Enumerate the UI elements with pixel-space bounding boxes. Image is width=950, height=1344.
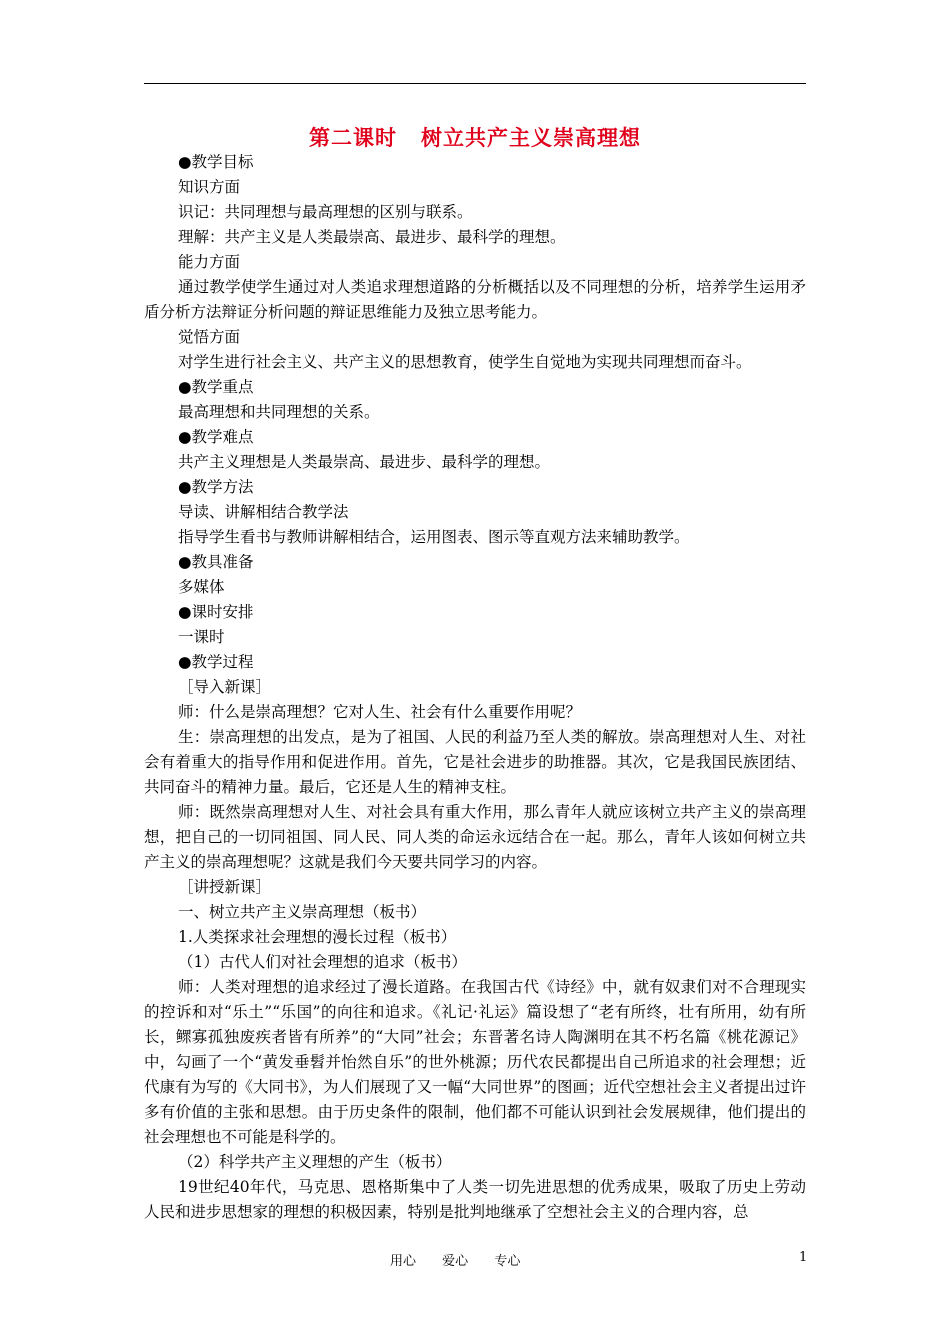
paragraph: ●教学重点 (178, 378, 254, 396)
paragraph: 识记：共同理想与最高理想的区别与联系。 (178, 203, 473, 221)
paragraph: 指导学生看书与教师讲解相结合，运用图表、图示等直观方法来辅助教学。 (178, 528, 690, 546)
title-part2: 树立共产主义崇高理想 (421, 125, 641, 150)
paragraph: 共产主义理想是人类最崇高、最进步、最科学的理想。 (178, 453, 551, 471)
footer-word: 爱心 (442, 1254, 469, 1269)
document-body (144, 150, 806, 1225)
footer-word: 用心 (390, 1254, 417, 1269)
paragraph: （2）科学共产主义理想的产生（板书） (178, 1153, 452, 1171)
paragraph: 1.人类探求社会理想的漫长过程（板书） (178, 928, 457, 946)
paragraph: 觉悟方面 (178, 328, 241, 346)
paragraph: ●教具准备 (178, 553, 254, 571)
paragraph: 最高理想和共同理想的关系。 (178, 403, 380, 421)
paragraph: 对学生进行社会主义、共产主义的思想教育，使学生自觉地为实现共同理想而奋斗。 (178, 353, 752, 371)
paragraph: 多媒体 (178, 578, 225, 596)
paragraph: ●教学方法 (178, 478, 254, 496)
paragraph: ●课时安排 (178, 603, 254, 621)
page-number: 1 (799, 1250, 808, 1265)
paragraph: 通过教学使学生通过对人类追求理想道路的分析概括以及不同理想的分析，培养学生运用矛盾分析方法辩证分析问题的辩证思维能力及独立思考能力。 (144, 278, 806, 321)
paragraph: 导读、讲解相结合教学法 (178, 503, 349, 521)
paragraph: ●教学目标 (178, 153, 254, 171)
paragraph: 师：人类对理想的追求经过了漫长道路。在我国古代《诗经》中，就有奴隶们对不合理现实的控诉和对“乐土”“乐国”的向往和追求。《礼记·礼运》篇设想了“老有所终，壮有所用，幼有所长，鳏寡孤独废疾者皆有所养”的“大同”社会；东晋著名诗人陶渊明在其不朽名篇《桃花源记》中，勾画了一个“黄发垂髫并怡然自乐”的世外桃源；历代农民都提出自己所追求的社会理想；近代康有为写的《大同书》，为人们展现了又一幅“大同世界”的图画；近代空想社会主义者提出过许多有价值的主张和思想。由于历史条件的限制，他们都不可能认识到社会发展规律，他们提出的社会理想也不可能是科学的。 (144, 978, 806, 1146)
paragraph: 师：既然崇高理想对人生、对社会具有重大作用，那么青年人就应该树立共产主义的崇高理想，把自己的一切同祖国、同人民、同人类的命运永远结合在一起。那么，青年人该如何树立共产主义的崇高理想呢？这就是我们今天要共同学习的内容。 (144, 803, 806, 871)
footer-motto (390, 1250, 542, 1269)
title-part1: 第二课时 (309, 125, 397, 150)
paragraph: （1）古代人们对社会理想的追求（板书） (178, 953, 467, 971)
paragraph: 一、树立共产主义崇高理想（板书） (178, 903, 427, 921)
lesson-title (144, 122, 806, 152)
paragraph: 19世纪40年代，马克思、恩格斯集中了人类一切先进思想的优秀成果，吸取了历史上劳动人民和进步思想家的理想的积极因素，特别是批判地继承了空想社会主义的合理内容，总 (144, 1178, 806, 1221)
paragraph: 能力方面 (178, 253, 241, 271)
paragraph: ［导入新课］ (178, 678, 272, 696)
header-rule (144, 83, 806, 84)
paragraph: ●教学过程 (178, 653, 254, 671)
paragraph: 一课时 (178, 628, 225, 646)
paragraph: 师：什么是崇高理想？它对人生、社会有什么重要作用呢？ (178, 703, 582, 721)
paragraph: ［讲授新课］ (178, 878, 272, 896)
paragraph: 知识方面 (178, 178, 241, 196)
paragraph: ●教学难点 (178, 428, 254, 446)
paragraph: 生：崇高理想的出发点，是为了祖国、人民的利益乃至人类的解放。崇高理想对人生、对社会有着重大的指导作用和促进作用。首先，它是社会进步的助推器。其次，它是我国民族团结、共同奋斗的精神力量。最后，它还是人生的精神支柱。 (144, 728, 806, 796)
footer-word: 专心 (494, 1254, 521, 1269)
paragraph: 理解：共产主义是人类最崇高、最进步、最科学的理想。 (178, 228, 566, 246)
